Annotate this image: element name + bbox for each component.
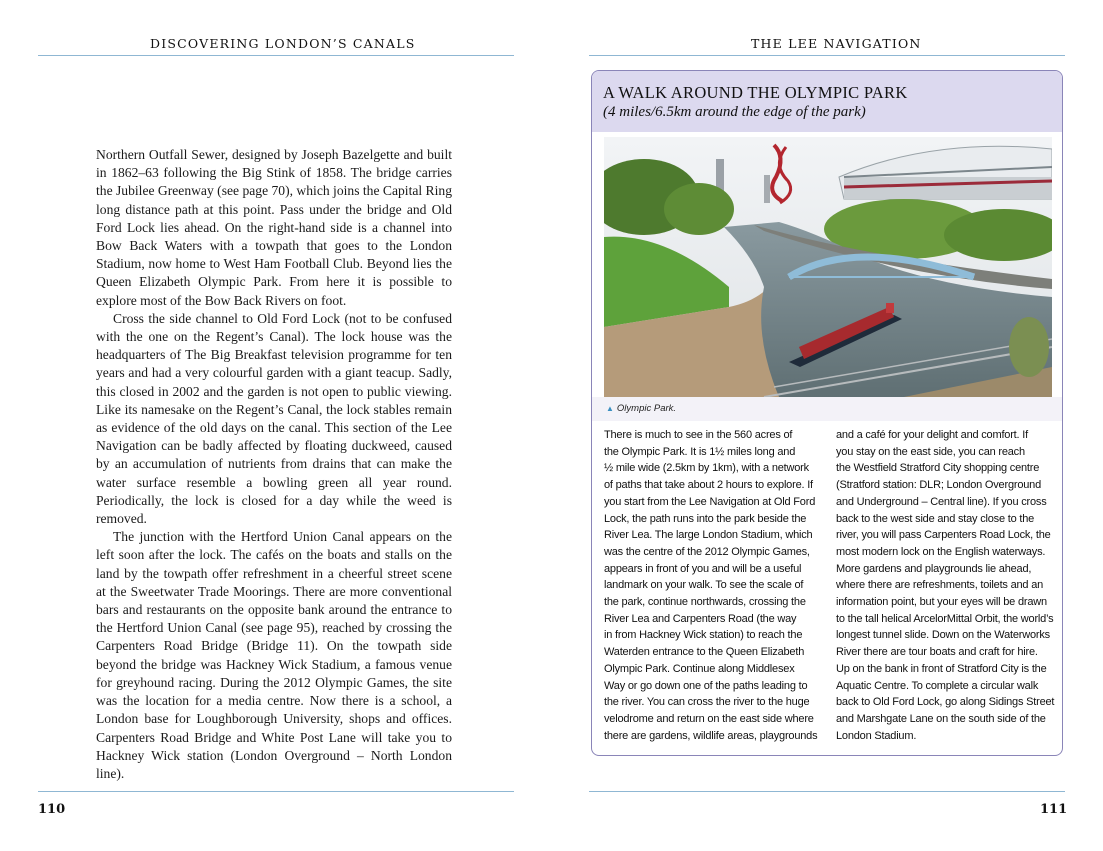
text-line: river, you will pass Carpenters Road Lock, the [836,529,1051,542]
text-line: of paths that take about 2 hours to explore. If [604,479,813,492]
text-line: back to the west side and stay close to the [836,512,1035,525]
text-line: and a café for your delight and comfort. If [836,429,1028,441]
page-number: 111 [1040,802,1068,817]
paragraph: The junction with the Hertford Union Canal appears on the left soon after the lock. The cafés on the boats and stalls on the land by the towpath offer refreshment in a cheerful street scene at the Sweetwater Trade Moorings. There are more conventional bars and restaurants on the opposite bank around the entrance to the Hertford Union Canal (see page 95), reached by crossing the Carpenters Road Bridge (Bridge 11). On the towpath side beyond the bridge was Hackney Wick Stadium, a famous venue for greyhound racing. During the 2012 Olympic Games, the site was the location for a media centre. Now there is a school, a London base for Loughborough University, shops and offices. Carpenters Road Bridge and White Post Lane will take you to Hackney Wick station (London Overground – North London line). [96,529,452,781]
text-line: longest tunnel slide. Down on the Waterworks [836,629,1050,642]
text-line: Up on the bank in front of Stratford City is the [836,662,1047,675]
text-line: Aquatic Centre. To complete a circular walk [836,679,1039,692]
text-line: was the centre of the 2012 Olympic Games, [604,545,810,558]
text-line: you start from the Lee Navigation at Old Ford [604,495,816,508]
photo-caption [606,403,676,414]
text-line: River Lea and Carpenters Road (the way [604,612,797,625]
feature-box-title: A WALK AROUND THE OLYMPIC PARK [603,83,908,102]
triangle-icon: ▲ [606,404,614,413]
text-line: River there are tour boats and craft for hire. [836,646,1038,659]
text-line: most modern lock on the English waterways. [836,545,1046,558]
text-line: Way or go down one of the paths leading to [604,679,808,692]
paragraph: Cross the side channel to Old Ford Lock (not to be confused with the one on the Regent’s Canal). The lock house was the headquarters of The Big Breakfast television programme for ten years and had a very colourful garden with a giant teacup. Sadly, this closed in 2002 and the garden is not open to public viewing. Like its namesake on the Regent’s Canal, the lock stables remain as evidence of the old days on the canal. This section of the Lee Navigation can be badly affected by floating duckweed, caused by an accumulation of nutrients from drains that can make the water surface resemble a bowling green all year round. Periodically, the lock is closed for a day while the weed is removed. [96,310,452,527]
text-line: Waterden entrance to the Queen Elizabeth [604,646,805,659]
text-line: the park, continue northwards, crossing the [604,596,806,609]
paragraph: Northern Outfall Sewer, designed by Joseph Bazelgette and built in 1862–63 following the Big Stink of 1858. The bridge carries the Jubilee Greenway (see page 70), which joins the Capital Ring long distance path at this point. Pass under the bridge and Old Ford Lock lies ahead. On the right-hand side is a channel into Bow Back Waters with a towpath that goes to the London Stadium, now home to West Ham Football Club. Beyond lies the Queen Elizabeth Olympic Park. From here it is possible to explore most of the Bow Back Rivers on foot. [96,147,452,308]
right-page [551,0,1103,851]
feature-box [591,70,1063,756]
footer-rule [589,791,1065,792]
text-line: appears in front of you and will be a useful [604,562,802,575]
box-column-left [604,427,824,744]
footer-rule [38,791,514,792]
text-line: there are gardens, wildlife areas, playgrounds [604,729,818,742]
text-line: Lock, the path runs into the park beside the [604,512,807,525]
text-line: There is much to see in the 560 acres of [604,429,793,441]
text-line: velodrome and return on the east side where [604,712,814,725]
feature-box-subtitle: (4 miles/6.5km around the edge of the park) [603,104,866,120]
feature-box-header [592,71,1062,132]
body-text [96,146,452,783]
text-line: and Marshgate Lane on the south side of the [836,712,1046,725]
text-line: the Olympic Park. It is 1½ miles long and [604,445,796,458]
text-line: the Westfield Stratford City shopping centre [836,462,1040,475]
text-line: More gardens and playgrounds lie ahead, [836,562,1032,575]
page-number: 110 [38,802,66,817]
running-head: THE LEE NAVIGATION [751,36,922,51]
text-line: you stay on the east side, you can reach [836,445,1025,458]
text-line: (Stratford station: DLR; London Overground [836,479,1041,492]
header-rule [589,55,1065,56]
left-page [0,0,551,851]
caption-text: Olympic Park. [616,403,677,414]
text-line: where there are refreshments, toilets and an [836,579,1044,592]
text-line: London Stadium. [836,729,917,742]
text-line: to the tall helical ArcelorMittal Orbit, the world’s [836,612,1054,625]
text-line: landmark on your walk. To see the scale of [604,579,804,592]
text-line: River Lea. The large London Stadium, which [604,529,813,542]
text-line: and Underground – Central line). If you cross [836,495,1047,508]
olympic-park-photo [604,137,1052,397]
text-line: ½ mile wide (2.5km by 1km), with a network [604,462,809,475]
text-line: back to Old Ford Lock, go along Sidings Street [836,696,1055,709]
text-line: in from Hackney Wick station) to reach the [604,629,803,642]
text-line: the river. You can cross the river to the huge [604,696,810,709]
text-line: Olympic Park. Continue along Middlesex [604,662,795,675]
box-column-right [836,427,1056,744]
header-rule [38,55,514,56]
text-line: information point, but your eyes will be drawn [836,596,1047,609]
running-head: DISCOVERING LONDON’S CANALS [150,36,416,51]
